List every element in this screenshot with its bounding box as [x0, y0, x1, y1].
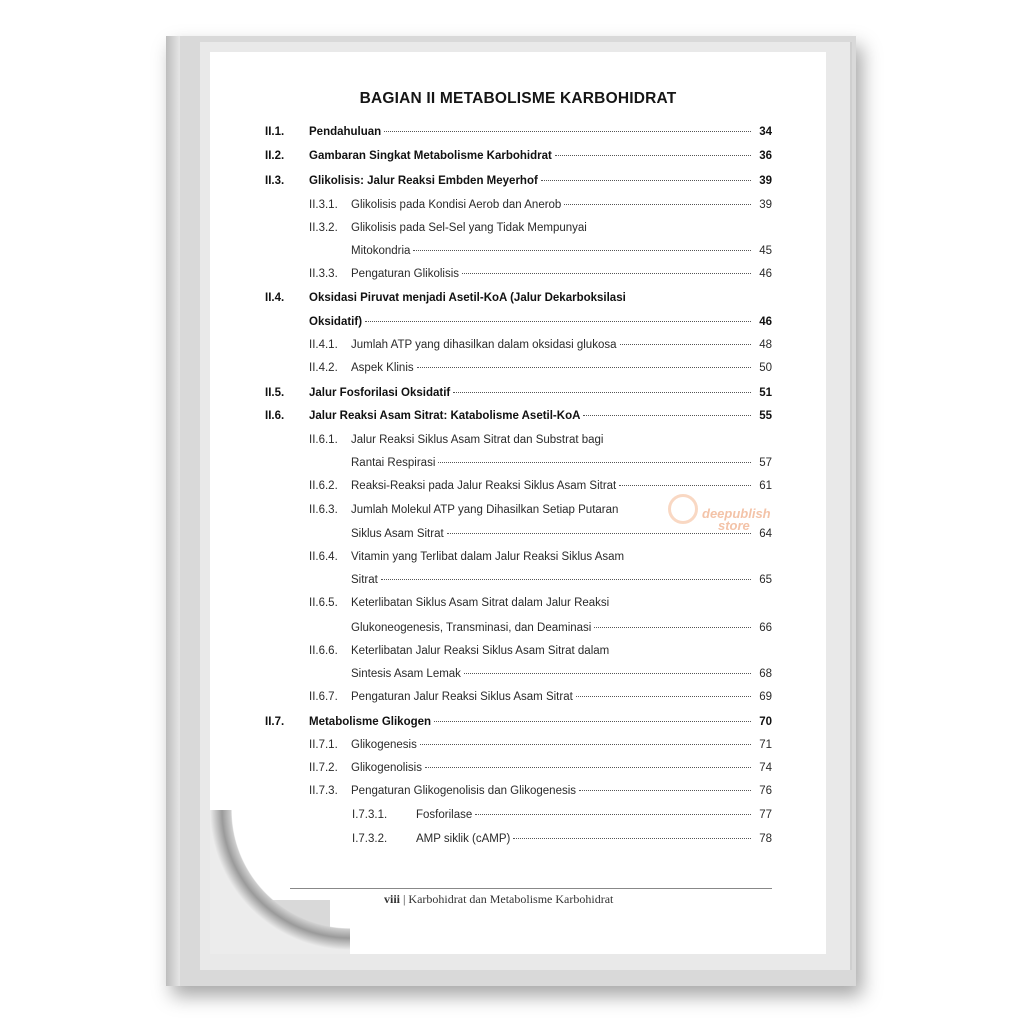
toc-label: AMP siklik (cAMP) [416, 833, 511, 845]
toc-entry [309, 785, 772, 797]
toc-leader [453, 392, 751, 393]
page-footer [384, 892, 613, 907]
toc-number: II.7. [265, 716, 285, 728]
toc-leader [447, 533, 751, 534]
toc-number: II.6.6. [309, 645, 338, 657]
toc-entry [265, 410, 772, 422]
toc-entry [309, 691, 772, 703]
toc-leader [417, 367, 751, 368]
toc-number: I.7.3.2. [352, 833, 388, 845]
footer-rule [290, 888, 772, 889]
toc-leader [462, 273, 751, 274]
toc-page: 70 [759, 716, 772, 728]
toc-entry [309, 362, 772, 374]
toc-label-continued: Rantai Respirasi [351, 457, 436, 469]
toc-entry [352, 809, 772, 821]
book-spine [166, 36, 180, 986]
toc-entry [309, 434, 772, 446]
toc-page: 39 [759, 199, 772, 211]
footer-page-number: viii [384, 892, 401, 906]
toc-leader [564, 204, 751, 205]
toc-number: II.6.1. [309, 434, 338, 446]
watermark-text: deepublish [702, 506, 771, 521]
toc-label: Jumlah ATP yang dihasilkan dalam oksidasi glukosa [351, 339, 617, 351]
toc-number: II.6.4. [309, 551, 338, 563]
toc-number: II.6.5. [309, 597, 338, 609]
toc-leader [434, 721, 751, 722]
page-title: BAGIAN II METABOLISME KARBOHIDRAT [359, 90, 677, 107]
toc-label: Keterlibatan Jalur Reaksi Siklus Asam Sitrat dalam [351, 645, 610, 657]
toc-label-continued: Siklus Asam Sitrat [351, 528, 444, 540]
toc-page: 69 [759, 691, 772, 703]
toc-entry-continued [309, 316, 772, 328]
toc-number: II.4. [265, 292, 285, 304]
toc-page: 68 [759, 668, 772, 680]
toc-label-continued: Sitrat [351, 574, 378, 586]
toc-entry [309, 645, 772, 657]
toc-label: Vitamin yang Terlibat dalam Jalur Reaksi Siklus Asam [351, 551, 625, 563]
toc-label: Jalur Reaksi Siklus Asam Sitrat dan Substrat bagi [351, 434, 604, 446]
toc-leader [425, 767, 751, 768]
toc-page: 51 [759, 387, 772, 399]
toc-entry-continued [351, 622, 772, 634]
toc-page: 50 [759, 362, 772, 374]
toc-label: Aspek Klinis [351, 362, 414, 374]
toc-label: Glikolisis pada Sel-Sel yang Tidak Mempunyai [351, 222, 587, 234]
toc-number: II.3. [265, 175, 285, 187]
toc-number: II.1. [265, 126, 285, 138]
toc-label: Pengaturan Jalur Reaksi Siklus Asam Sitrat [351, 691, 573, 703]
toc-leader [384, 131, 751, 132]
toc-label: Metabolisme Glikogen [309, 716, 432, 728]
toc-leader [579, 790, 751, 791]
toc-page: 39 [759, 175, 772, 187]
toc-leader [555, 155, 751, 156]
toc-entry [265, 126, 772, 138]
toc-entry [309, 597, 772, 609]
footer-book-title: Karbohidrat dan Metabolisme Karbohidrat [408, 892, 614, 906]
toc-page: 76 [759, 785, 772, 797]
toc-label: Glikogenolisis [351, 762, 422, 774]
toc-entry-continued [351, 245, 772, 257]
toc-number: II.6.3. [309, 504, 338, 516]
toc-entry-continued [351, 528, 772, 540]
toc-page: 55 [759, 410, 772, 422]
toc-label: Glikolisis pada Kondisi Aerob dan Anerob [351, 199, 562, 211]
toc-number: II.6. [265, 410, 285, 422]
toc-number: II.2. [265, 150, 285, 162]
watermark-logo-icon [668, 494, 698, 524]
toc-number: II.7.2. [309, 762, 338, 774]
toc-label-continued: Oksidatif) [309, 316, 363, 328]
toc-number: II.3.2. [309, 222, 338, 234]
toc-entry [265, 150, 772, 162]
toc-label: Oksidasi Piruvat menjadi Asetil-KoA (Jalur Dekarboksilasi [309, 292, 626, 304]
toc-label: Jalur Reaksi Asam Sitrat: Katabolisme Asetil-KoA [309, 410, 581, 422]
toc-leader [576, 696, 751, 697]
toc-page: 61 [759, 480, 772, 492]
toc-page: 77 [759, 809, 772, 821]
toc-entry [309, 199, 772, 211]
toc-entry [265, 175, 772, 187]
toc-page: 71 [759, 739, 772, 751]
toc-number: II.7.3. [309, 785, 338, 797]
toc-label: Jumlah Molekul ATP yang Dihasilkan Setiap Putaran [351, 504, 619, 516]
toc-number: II.4.2. [309, 362, 338, 374]
toc-leader [594, 627, 751, 628]
toc-label: Glikolisis: Jalur Reaksi Embden Meyerhof [309, 175, 538, 187]
toc-label: Gambaran Singkat Metabolisme Karbohidrat [309, 150, 552, 162]
toc-entry [309, 551, 772, 563]
toc-entry [265, 292, 772, 304]
toc-page: 48 [759, 339, 772, 351]
page-curl [210, 810, 350, 954]
toc-page: 45 [759, 245, 772, 257]
toc-entry [352, 833, 772, 845]
toc-number: II.6.2. [309, 480, 338, 492]
toc-page: 65 [759, 574, 772, 586]
toc-leader [619, 485, 751, 486]
toc-entry [309, 222, 772, 234]
toc-page: 66 [759, 622, 772, 634]
toc-entry [309, 339, 772, 351]
toc-label: Pendahuluan [309, 126, 382, 138]
toc-label: Keterlibatan Siklus Asam Sitrat dalam Jalur Reaksi [351, 597, 610, 609]
toc-leader [541, 180, 751, 181]
toc-leader [365, 321, 751, 322]
toc-entry [309, 739, 772, 751]
toc-page: 57 [759, 457, 772, 469]
toc-page: 78 [759, 833, 772, 845]
toc-label: Pengaturan Glikolisis [351, 268, 460, 280]
toc-number: I.7.3.1. [352, 809, 388, 821]
toc-number: II.4.1. [309, 339, 338, 351]
toc-number: II.3.1. [309, 199, 338, 211]
toc-label: Glikogenesis [351, 739, 417, 751]
toc-entry [265, 716, 772, 728]
toc-entry [309, 762, 772, 774]
toc-entry-continued [351, 574, 772, 586]
toc-label: Pengaturan Glikogenolisis dan Glikogenesis [351, 785, 577, 797]
toc-entry [309, 480, 772, 492]
footer-separator: | [403, 892, 406, 906]
toc-leader [464, 673, 751, 674]
toc-leader [620, 344, 752, 345]
toc-entry [309, 268, 772, 280]
toc-leader [420, 744, 751, 745]
toc-label-continued: Glukoneogenesis, Transminasi, dan Deaminasi [351, 622, 592, 634]
toc-page: 46 [759, 316, 772, 328]
toc-leader [513, 838, 751, 839]
toc-entry-continued [351, 668, 772, 680]
toc-leader [438, 462, 751, 463]
toc-number: II.5. [265, 387, 285, 399]
toc-label: Fosforilase [416, 809, 473, 821]
toc-number: II.7.1. [309, 739, 338, 751]
toc-label: Jalur Fosforilasi Oksidatif [309, 387, 451, 399]
toc-label: Reaksi-Reaksi pada Jalur Reaksi Siklus Asam Sitrat [351, 480, 617, 492]
toc-page: 74 [759, 762, 772, 774]
watermark-text-secondary: store [718, 518, 750, 533]
toc-entry [265, 387, 772, 399]
toc-leader [583, 415, 751, 416]
toc-label-continued: Mitokondria [351, 245, 411, 257]
toc-label-continued: Sintesis Asam Lemak [351, 668, 461, 680]
toc-leader [475, 814, 751, 815]
toc-number: II.3.3. [309, 268, 338, 280]
toc-page: 46 [759, 268, 772, 280]
toc-number: II.6.7. [309, 691, 338, 703]
toc-leader [413, 250, 751, 251]
toc-entry-continued [351, 457, 772, 469]
toc-page: 64 [759, 528, 772, 540]
toc-page: 34 [759, 126, 772, 138]
toc-page: 36 [759, 150, 772, 162]
toc-leader [381, 579, 751, 580]
